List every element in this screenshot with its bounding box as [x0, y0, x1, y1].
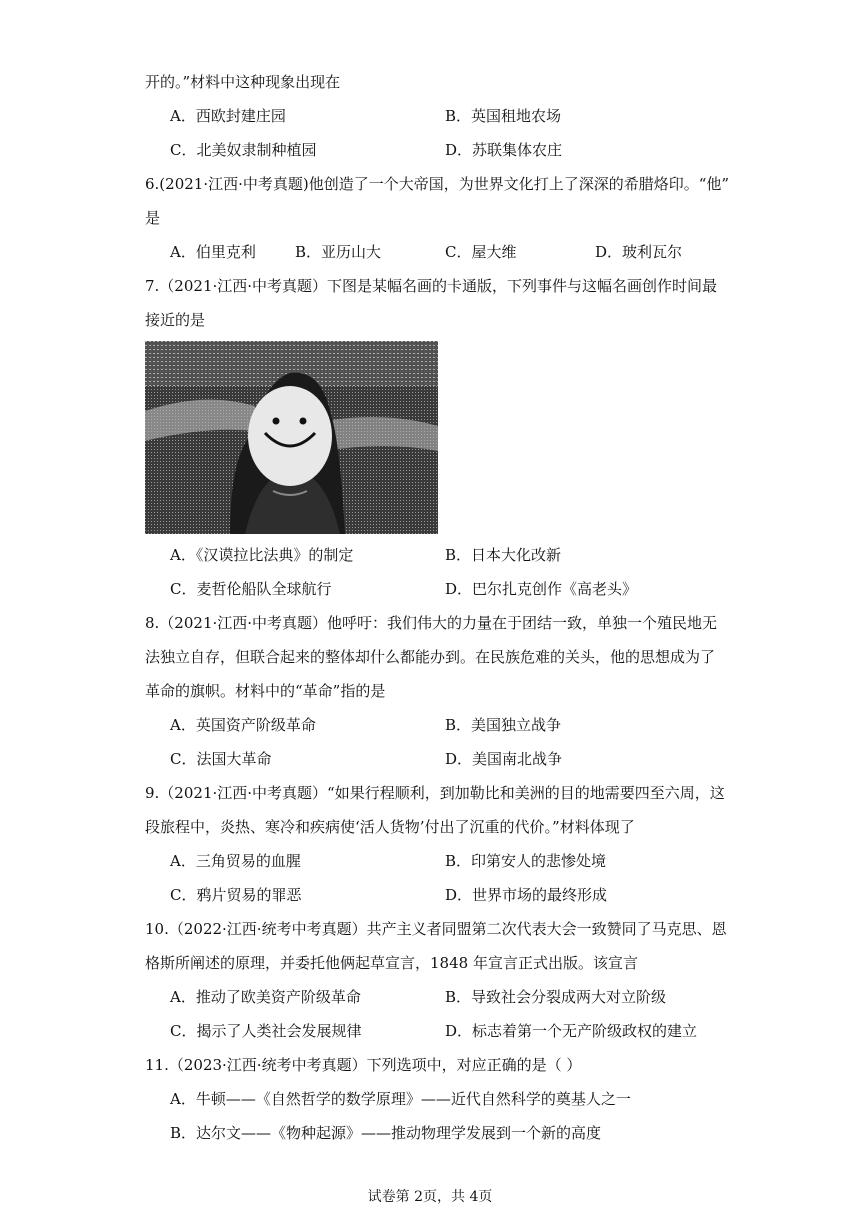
- q6-stem-line2: 是: [145, 209, 161, 227]
- q10-option-c[interactable]: C．揭示了人类社会发展规律: [170, 1022, 362, 1040]
- q8-option-d[interactable]: D．美国南北战争: [445, 750, 563, 768]
- q11-option-b[interactable]: B．达尔文——《物种起源》——推动物理学发展到一个新的高度: [170, 1124, 602, 1142]
- q6-option-d[interactable]: D．玻利瓦尔: [595, 243, 683, 261]
- q9-option-d[interactable]: D．世界市场的最终形成: [445, 886, 608, 904]
- q5-option-c[interactable]: C．北美奴隶制种植园: [170, 141, 317, 159]
- q10-option-a[interactable]: A．推动了欧美资产阶级革命: [170, 988, 361, 1006]
- q11-stem-line1: 11.（2023·江西·统考中考真题）下列选项中，对应正确的是（ ）: [145, 1056, 582, 1074]
- q6-option-a[interactable]: A．伯里克利: [170, 243, 256, 261]
- q6-option-c[interactable]: C．屋大维: [445, 243, 517, 261]
- q7-option-a[interactable]: A．《汉谟拉比法典》的制定: [170, 546, 354, 564]
- q9-stem-line1: 9.（2021·江西·中考真题）“如果行程顺利，到加勒比和美洲的目的地需要四至六周，这: [145, 784, 725, 802]
- q10-option-b[interactable]: B．导致社会分裂成两大对立阶级: [445, 988, 667, 1006]
- q5-option-b[interactable]: B．英国租地农场: [445, 107, 562, 125]
- q9-option-c[interactable]: C．鸦片贸易的罪恶: [170, 886, 302, 904]
- q7-option-d[interactable]: D．巴尔扎克创作《高老头》: [445, 580, 638, 598]
- cartoon-mona-lisa-image: [145, 341, 438, 534]
- q8-option-c[interactable]: C．法国大革命: [170, 750, 272, 768]
- q7-stem-line1: 7.（2021·江西·中考真题）下图是某幅名画的卡通版，下列事件与这幅名画创作时间最: [145, 277, 718, 295]
- q9-stem-line2: 段旅程中，炎热、寒冷和疾病使‘活人货物’付出了沉重的代价。”材料体现了: [145, 818, 635, 836]
- cartoon-painting-illustration: [145, 341, 438, 534]
- q10-option-d[interactable]: D．标志着第一个无产阶级政权的建立: [445, 1022, 698, 1040]
- q7-option-c[interactable]: C．麦哲伦船队全球航行: [170, 580, 332, 598]
- q5-option-a[interactable]: A．西欧封建庄园: [170, 107, 286, 125]
- q6-stem-line1: 6.(2021·江西·中考真题)他创造了一个大帝国，为世界文化打上了深深的希腊烙印。“他”: [145, 175, 730, 193]
- q7-stem-line2: 接近的是: [145, 311, 206, 329]
- q8-stem-line1: 8.（2021·江西·中考真题）他呼吁：我们伟大的力量在于团结一致，单独一个殖民地无: [145, 614, 718, 632]
- page-footer: 试卷第 2页，共 4页: [367, 1189, 493, 1205]
- q11-option-a[interactable]: A．牛顿——《自然哲学的数学原理》——近代自然科学的奠基人之一: [170, 1090, 631, 1108]
- q10-stem-line2: 格斯所阐述的原理，并委托他俩起草宣言，1848 年宣言正式出版。该宣言: [145, 954, 638, 972]
- q8-stem-line3: 革命的旗帜。材料中的“革命”指的是: [145, 682, 386, 700]
- q8-stem-line2: 法独立自存，但联合起来的整体却什么都能办到。在民族危难的关头，他的思想成为了: [145, 648, 716, 666]
- q9-option-a[interactable]: A．三角贸易的血腥: [170, 852, 301, 870]
- q9-option-b[interactable]: B．印第安人的悲惨处境: [445, 852, 607, 870]
- q10-stem-line1: 10.（2022·江西·统考中考真题）共产主义者同盟第二次代表大会一致赞同了马克思、恩: [145, 920, 727, 938]
- q5-option-d[interactable]: D．苏联集体农庄: [445, 141, 563, 159]
- q5-stem-tail: 开的。”材料中这种现象出现在: [145, 73, 341, 91]
- q6-option-b[interactable]: B．亚历山大: [295, 243, 382, 261]
- q7-option-b[interactable]: B．日本大化改新: [445, 546, 562, 564]
- q8-option-b[interactable]: B．美国独立战争: [445, 716, 562, 734]
- q8-option-a[interactable]: A．英国资产阶级革命: [170, 716, 316, 734]
